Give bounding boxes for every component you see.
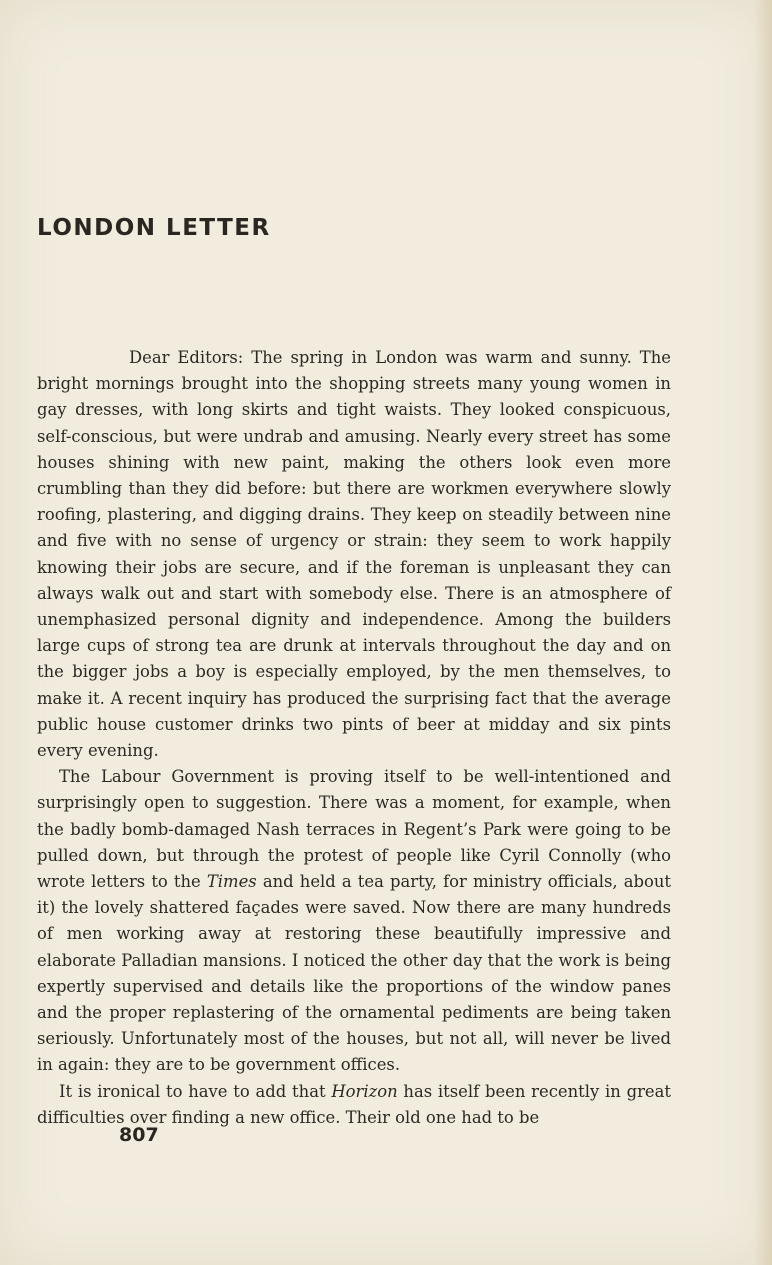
paragraph-text: has itself been recently in great difficulties over finding a new office. Their old one had to be (37, 1081, 671, 1127)
paragraph-1 (37, 345, 671, 764)
page-number: 807 (119, 1124, 159, 1146)
page-edge-shadow (754, 0, 772, 1265)
paragraph-text: and held a tea party, for ministry officials, about it) the lovely shattered façades were saved. Now there are many hundreds of men working away at restoring these beautifully impressive and elaborate Palladian mansions. I noticed the other day that the work is being expertly supervised and details like the proportions of the window panes and the proper replastering of the ornamental pediments are being taken seriously. Unfortunately most of the houses, but not all, will never be lived in again: they are to be government offices. (37, 872, 671, 1075)
article-body (37, 345, 671, 1131)
italic-title: Times (206, 872, 257, 892)
italic-title: Horizon (331, 1081, 398, 1101)
article-title: LONDON LETTER (37, 215, 271, 241)
paragraph-2 (37, 764, 671, 1078)
paragraph-text: It is ironical to have to add that (59, 1081, 332, 1101)
paragraph-text: Dear Editors: The spring in London was warm and sunny. The bright mornings brought into the shopping streets many young women in gay dresses, with long skirts and tight waists. They looked conspicuous, self-conscious, but were undrab and amusing. Nearly every street has some houses shining with new paint, making the others look even more crumbling than they did before: but there are workmen everywhere slowly roofing, plastering, and digging drains. They keep on steadily between nine and five with no sense of urgency or strain: they seem to work happily knowing their jobs are secure, and if the foreman is unpleasant they can always walk out and start with somebody else. There is an atmosphere of unemphasized personal dignity and independence. Among the builders large cups of strong tea are drunk at intervals throughout the day and on the bigger jobs a boy is especially employed, by the men themselves, to make it. A recent inquiry has produced the surprising fact that the average public house customer drinks two pints of beer at midday and six pints every evening. (37, 348, 671, 761)
paragraph-text: The Labour Government is proving itself to be well-intentioned and surprisingly open to suggestion. There was a moment, for example, when the badly bomb-damaged Nash terraces in Regent’s Park were going to be pulled down, but through the protest of people like Cyril Connolly (who wrote letters to the (37, 767, 671, 892)
